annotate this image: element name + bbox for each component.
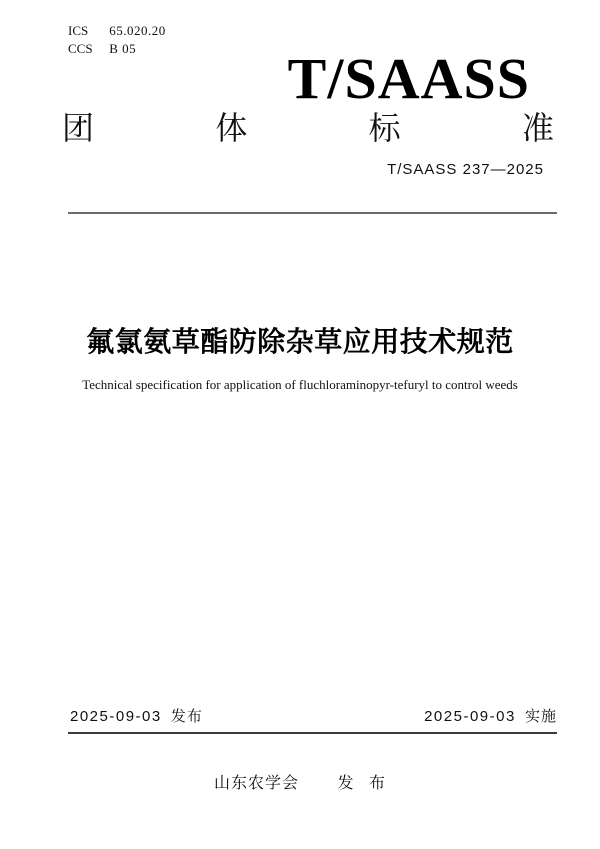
ccs-code-line (68, 40, 166, 58)
implementation-date-block (424, 706, 557, 728)
standard-type-char: 团 (62, 110, 95, 146)
publish-action-label: 发 布 (337, 775, 386, 792)
standard-type-char: 标 (368, 110, 401, 146)
standard-number: T/SAASS 237—2025 (387, 161, 544, 178)
publisher-row (0, 770, 600, 793)
classification-codes (68, 22, 166, 58)
document-title-english: Technical specification for application of fluchloraminopyr-tefuryl to control weeds (82, 377, 518, 392)
ics-code-line (68, 22, 166, 40)
document-title-chinese: 氟氯氨草酯防除杂草应用技术规范 (86, 326, 514, 357)
issue-date: 2025-09-03 (70, 708, 162, 725)
issue-date-block (70, 706, 203, 728)
standard-type-char: 准 (521, 110, 554, 146)
standard-type-title (62, 110, 554, 146)
footer-divider-line (68, 732, 557, 734)
standards-body-logo: T/SAASS (287, 46, 530, 111)
issue-date-label: 发布 (170, 708, 203, 725)
publisher-name: 山东农学会 (214, 775, 300, 792)
dates-row (70, 706, 557, 728)
ics-value: 65.020.20 (109, 23, 166, 38)
standard-type-char: 体 (215, 110, 248, 146)
ccs-value: B 05 (109, 41, 137, 56)
implementation-date-label: 实施 (524, 708, 557, 725)
header-divider-line (68, 212, 557, 214)
ccs-label: CCS (68, 41, 93, 56)
implementation-date: 2025-09-03 (424, 708, 516, 725)
ics-label: ICS (68, 23, 89, 38)
